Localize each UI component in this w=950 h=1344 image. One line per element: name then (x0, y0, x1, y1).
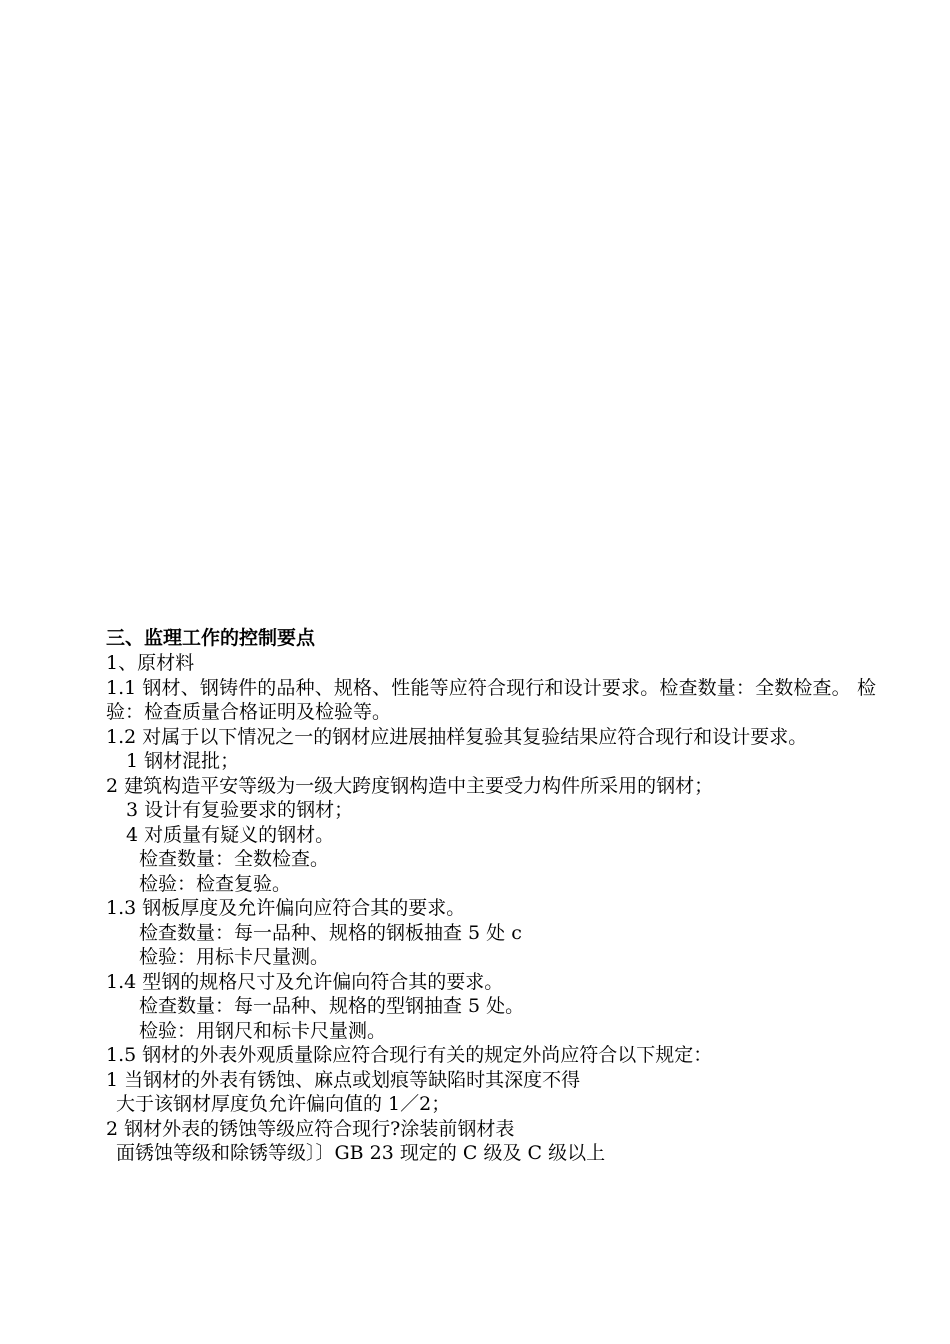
list-item-3: 3 设计有复验要求的钢材； (126, 799, 354, 821)
inspection-1-3: 检验：用标卡尺量测。 (139, 946, 330, 968)
document-body (106, 625, 876, 1166)
list-item-2: 2 建筑构造平安等级为一级大跨度钢构造中主要受力构件所采用的钢材； (106, 774, 714, 797)
check-quantity-1-2: 检查数量：全数检查。 (139, 848, 330, 870)
paragraph-1-1: 1.1 钢材、钢铸件的品种、规格、性能等应符合现行和设计要求。检查数量：全数检查。 检验：检查质量合格证明及检验等。 (106, 676, 876, 723)
rule-1-line-1: 1 当钢材的外表有锈蚀、麻点或划痕等缺陷时其深度不得 (106, 1068, 581, 1091)
rule-1-line-2: 大于该钢材厚度负允许偏向值的 1／2； (116, 1093, 451, 1115)
list-item-4: 4 对质量有疑义的钢材。 (126, 823, 335, 846)
paragraph-1-2: 1.2 对属于以下情况之一的钢材应进展抽样复验其复验结果应符合现行和设计要求。 (106, 725, 808, 748)
inspection-1-4: 检验：用钢尺和标卡尺量测。 (139, 1019, 387, 1042)
inspection-1-2: 检验：检查复验。 (139, 872, 292, 895)
check-quantity-1-4: 检查数量：每一品种、规格的型钢抽查 5 处。 (139, 995, 525, 1017)
rule-2-line-1: 2 钢材外表的锈蚀等级应符合现行?涂装前钢材表 (106, 1117, 515, 1140)
paragraph-1-3: 1.3 钢板厚度及允许偏向应符合其的要求。 (106, 897, 466, 919)
paragraph-1-4: 1.4 型钢的规格尺寸及允许偏向符合其的要求。 (106, 970, 504, 993)
check-quantity-1-3: 检查数量：每一品种、规格的钢板抽查 5 处 c (139, 921, 522, 944)
paragraph-1-5: 1.5 钢材的外表外观质量除应符合现行有关的规定外尚应符合以下规定： (106, 1044, 713, 1066)
list-item-1: 1 钢材混批； (126, 750, 240, 772)
section-title: 三、监理工作的控制要点 (106, 627, 316, 649)
rule-2-line-2: 面锈蚀等级和除锈等级〕〕GB 23 现定的 C 级及 C 级以上 (116, 1142, 606, 1164)
subsection-heading: 1、原材料 (106, 652, 195, 674)
